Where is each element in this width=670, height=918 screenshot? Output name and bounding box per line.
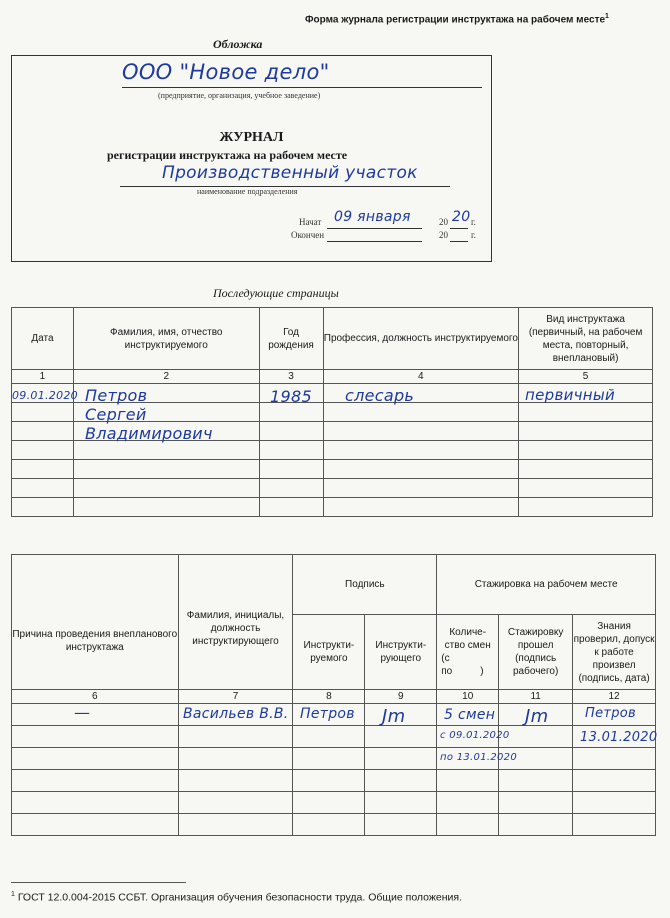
table-row — [12, 770, 656, 792]
shifts-header-close: ) — [480, 666, 484, 677]
col-number: 11 — [499, 690, 573, 704]
ended-year-prefix: 20 — [439, 230, 448, 240]
started-year-suffix: г. — [471, 217, 476, 227]
shifts-header-by: по — [441, 666, 453, 677]
table-row — [12, 460, 653, 479]
col-number: 10 — [437, 690, 499, 704]
shifts-header-line1: Количе- — [449, 627, 487, 638]
entry-reason: — — [74, 703, 91, 722]
ended-date-line — [327, 241, 422, 242]
started-label: Начат — [299, 217, 322, 227]
table-row — [12, 792, 656, 814]
col-sig-instructed-header: Инструкти-руемого — [293, 615, 365, 690]
entry-shifts-count: 5 смен — [444, 707, 496, 723]
signature-instructed: Петров — [300, 706, 355, 722]
department-caption: наименование подразделения — [197, 187, 298, 196]
entry-name-surname: Петров — [85, 386, 148, 405]
table-row — [12, 726, 656, 748]
cover-box — [11, 55, 492, 262]
col-number: 1 — [12, 370, 74, 384]
journal-subtitle: регистрации инструктажа на рабочем месте — [107, 148, 348, 162]
entry-name-first: Сергей — [85, 405, 147, 424]
ended-year-suffix: г. — [471, 230, 476, 240]
footnote — [11, 891, 462, 904]
next-pages-heading: Последующие страницы — [213, 286, 339, 300]
signature-knowledge-checked: Петров — [585, 706, 637, 721]
col-name-header: Фамилия, имя, отчество инструктируемого — [73, 308, 259, 370]
entry-instructor-name: Васильев В.В. — [183, 706, 289, 722]
col-internship-header: Стажировка на рабочем месте — [437, 555, 656, 615]
started-date-line — [327, 228, 422, 229]
entry-birth-year: 1985 — [270, 387, 312, 406]
table-row — [12, 814, 656, 836]
col-instructor-header: Фамилия, инициалы, должность инструктирующего — [178, 555, 293, 690]
form-title-text: Форма журнала регистрации инструктажа на рабочем месте — [305, 14, 606, 26]
footnote-divider — [11, 882, 186, 883]
table1-header-row — [12, 308, 653, 370]
ended-label: Окончен — [291, 230, 325, 240]
col-reason-header: Причина проведения внепланового инструктажа — [12, 555, 179, 690]
org-name-handwritten: ООО "Новое дело" — [122, 60, 330, 84]
cover-heading: Обложка — [213, 37, 263, 51]
col-birth-year-header: Год рождения — [259, 308, 323, 370]
table-row — [12, 479, 653, 498]
instruction-table — [11, 554, 656, 836]
shifts-header-line4 — [437, 665, 498, 678]
shifts-header-line2: ство смен — [444, 640, 491, 651]
col-passed-header: Стажировку прошел (подпись рабочего) — [499, 615, 573, 690]
table-row — [12, 441, 653, 460]
footnote-mark: 1 — [11, 891, 15, 898]
col-type-header: Вид инструктажа (первичный, на рабочем места, повторный, внеплановый) — [519, 308, 653, 370]
journal-title: ЖУРНАЛ — [219, 130, 284, 145]
started-date-handwritten: 09 января — [334, 209, 411, 225]
col-signature-header: Подпись — [293, 555, 437, 615]
col-number: 6 — [12, 690, 179, 704]
col-shifts-header — [437, 615, 499, 690]
col-knowledge-header: Знания проверил, допуск к работе произвел (подпись, дата) — [573, 615, 656, 690]
form-title-footnote-mark: 1 — [605, 13, 609, 20]
col-sig-instructor-header: Инструкти-рующего — [365, 615, 437, 690]
col-number: 7 — [178, 690, 293, 704]
col-number: 5 — [519, 370, 653, 384]
col-number: 9 — [365, 690, 437, 704]
col-number: 3 — [259, 370, 323, 384]
entry-name-patronymic: Владимирович — [85, 424, 213, 443]
col-number: 2 — [73, 370, 259, 384]
form-title-note — [305, 13, 609, 25]
started-year-line — [450, 228, 468, 229]
col-number: 8 — [293, 690, 365, 704]
table-row — [12, 498, 653, 517]
org-name-line — [122, 87, 482, 88]
table2-header-row-top — [12, 555, 656, 615]
started-year-prefix: 20 — [439, 217, 448, 227]
ended-year-line — [450, 241, 468, 242]
entry-shifts-to: по 13.01.2020 — [440, 752, 517, 763]
footnote-text: ГОСТ 12.0.004-2015 ССБТ. Организация обучения безопасности труда. Общие положения. — [17, 891, 463, 904]
signature-internship-passed: Jm — [525, 706, 549, 727]
col-date-header: Дата — [12, 308, 74, 370]
started-year-handwritten: 20 — [452, 209, 471, 225]
department-handwritten: Производственный участок — [162, 163, 418, 183]
col-number: 12 — [573, 690, 656, 704]
entry-instruction-type: первичный — [525, 386, 616, 404]
org-caption: (предприятие, организация, учебное заведение) — [158, 91, 321, 100]
col-profession-header: Профессия, должность инструктируемого — [323, 308, 519, 370]
table-row — [12, 748, 656, 770]
entry-shifts-from: с 09.01.2020 — [440, 730, 510, 741]
entry-knowledge-date: 13.01.2020 — [580, 730, 658, 745]
table1-number-row — [12, 370, 653, 384]
col-number: 4 — [323, 370, 519, 384]
entry-date: 09.01.2020 — [12, 389, 78, 402]
table2-number-row — [12, 690, 656, 704]
signature-instructor: Jm — [382, 706, 406, 727]
entry-profession: слесарь — [345, 386, 415, 405]
shifts-header-line3: (с — [441, 653, 450, 664]
